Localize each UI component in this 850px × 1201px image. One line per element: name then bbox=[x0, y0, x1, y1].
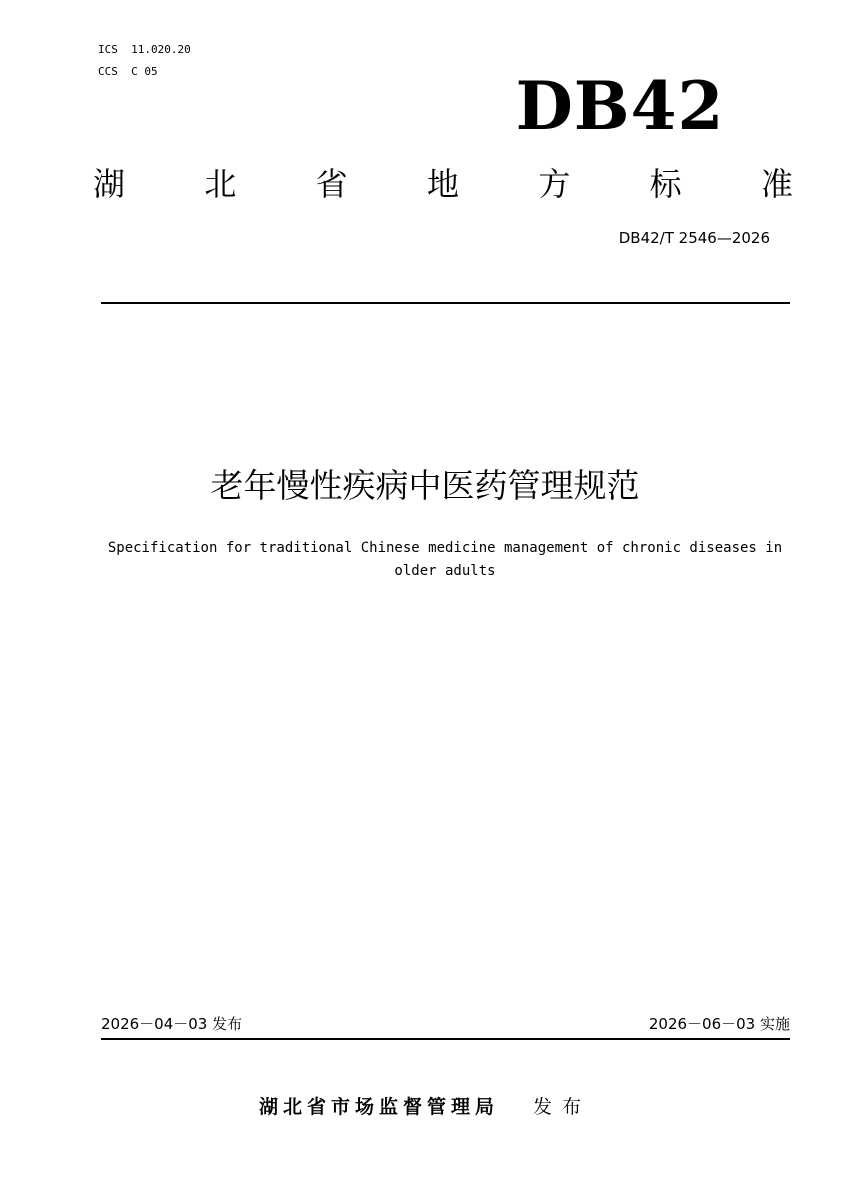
standard-type-char: 准 bbox=[760, 165, 793, 203]
standard-type-char: 北 bbox=[204, 165, 237, 203]
standard-type-heading bbox=[93, 162, 793, 206]
ccs-code: CCS C 05 bbox=[98, 65, 158, 78]
issue-label: 发布 bbox=[533, 1096, 592, 1118]
standard-type-char: 湖 bbox=[93, 165, 126, 203]
standard-type-char: 省 bbox=[315, 165, 348, 203]
document-title-chinese: 老年慢性疾病中医药管理规范 bbox=[210, 466, 640, 505]
document-title-english: Specification for traditional Chinese medicine management of chronic diseases in older adults bbox=[107, 540, 783, 579]
standard-type-char: 标 bbox=[649, 165, 682, 203]
issuing-authority: 湖北省市场监督管理局 bbox=[258, 1096, 499, 1118]
standard-type-char: 地 bbox=[426, 165, 459, 203]
standard-number: DB42/T 2546—2026 bbox=[618, 229, 770, 247]
standard-type-char: 方 bbox=[538, 165, 571, 203]
issue-date: 2026－04－03 发布 bbox=[101, 1015, 243, 1033]
ics-code: ICS 11.020.20 bbox=[98, 43, 191, 56]
standard-logo: DB42 bbox=[515, 67, 725, 145]
issuer-line bbox=[0, 1094, 850, 1120]
implementation-date: 2026－06－03 实施 bbox=[648, 1015, 790, 1033]
header-divider bbox=[101, 302, 790, 304]
footer-divider bbox=[101, 1038, 790, 1040]
